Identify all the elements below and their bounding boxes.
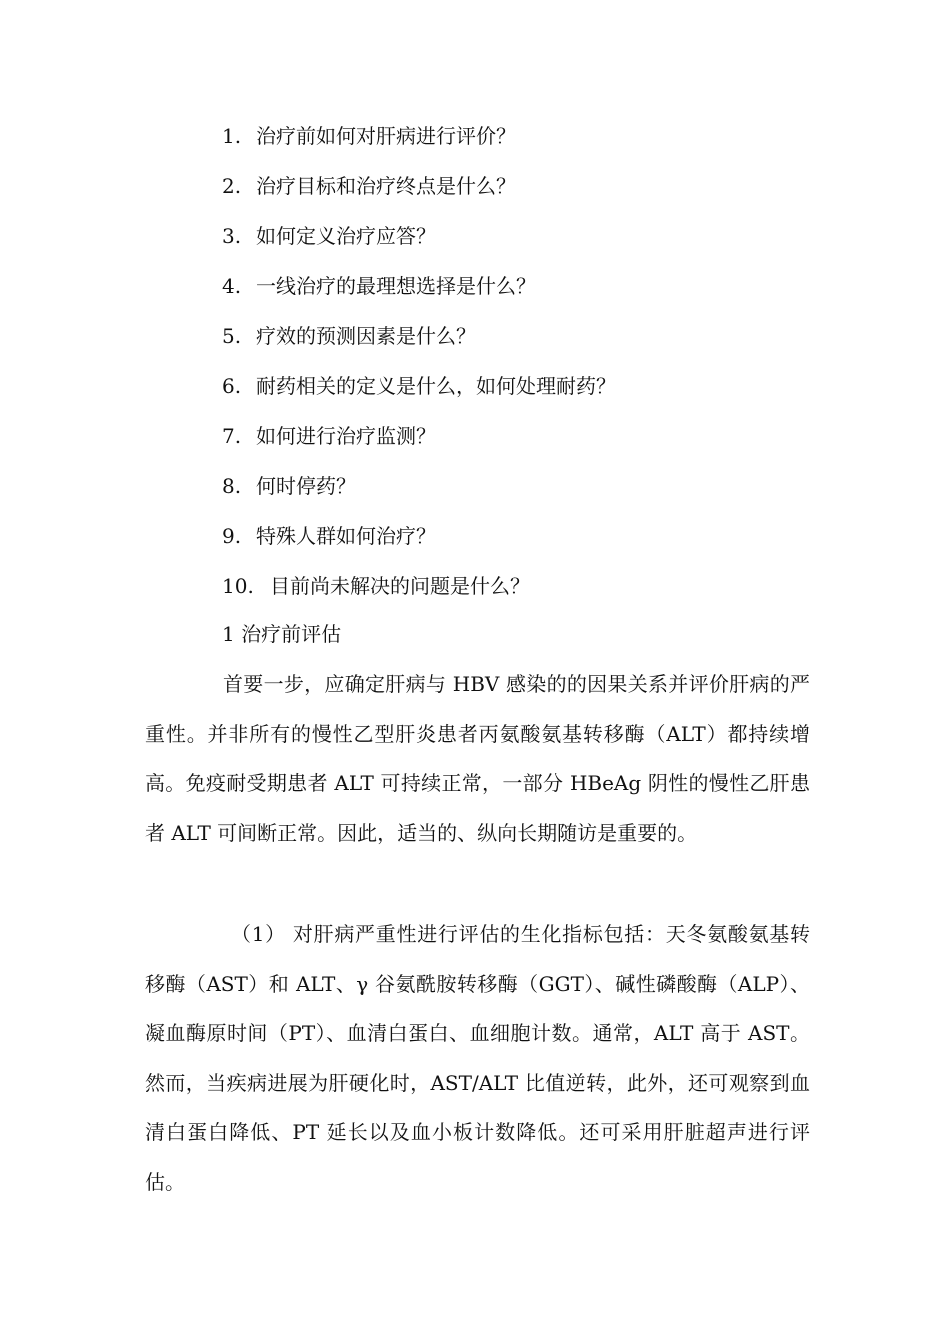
question-number: 10. <box>222 574 254 598</box>
question-item <box>222 368 822 418</box>
question-text: 治疗前如何对肝病进行评价？ <box>256 124 516 148</box>
question-text: 一线治疗的最理想选择是什么？ <box>256 274 536 298</box>
question-number: 4. <box>222 274 242 298</box>
question-number: 8. <box>222 474 242 498</box>
question-item <box>222 168 822 218</box>
body-paragraph: 首要一步，应确定肝病与 HBV 感染的的因果关系并评价肝病的严重性。并非所有的慢性乙型肝炎患者丙氨酸氨基转移酶（ALT）都持续增高。免疫耐受期患者 ALT 可持续正常，一部分 HBeAg 阴性的慢性乙肝患者 ALT 可间断正常。因此，适当的、纵向长期随访是重要的。 <box>145 672 810 845</box>
question-item <box>222 268 822 318</box>
question-item <box>222 468 822 518</box>
question-number: 2. <box>222 174 242 198</box>
question-item <box>222 218 822 268</box>
question-item <box>222 318 822 368</box>
question-item <box>222 418 822 468</box>
question-item <box>222 118 822 168</box>
question-number: 9. <box>222 524 242 548</box>
question-text: 特殊人群如何治疗？ <box>256 524 436 548</box>
question-number: 5. <box>222 324 242 348</box>
question-number: 7. <box>222 424 242 448</box>
body-paragraph: （1） 对肝病严重性进行评估的生化指标包括：天冬氨酸氨基转移酶（AST）和 ALT、γ 谷氨酰胺转移酶（GGT）、碱性磷酸酶（ALP）、凝血酶原时间（PT）、血清白蛋白、血细胞计数。通常，ALT 高于 AST。然而，当疾病进展为肝硬化时，AST/ALT 比值逆转，此外，还可观察到血清白蛋白降低、PT 延长以及血小板计数降低。还可采用肝脏超声进行评估。 <box>145 922 810 1194</box>
question-number: 3. <box>222 224 242 248</box>
question-text: 治疗目标和治疗终点是什么？ <box>256 174 516 198</box>
question-number: 1. <box>222 124 242 148</box>
question-item <box>222 518 822 568</box>
question-text: 耐药相关的定义是什么，如何处理耐药？ <box>256 374 616 398</box>
question-text: 何时停药？ <box>256 474 356 498</box>
question-text: 如何定义治疗应答？ <box>256 224 436 248</box>
question-list <box>222 118 822 618</box>
question-number: 6. <box>222 374 242 398</box>
question-item <box>222 568 822 618</box>
question-text: 目前尚未解决的问题是什么？ <box>270 574 530 598</box>
question-text: 如何进行治疗监测？ <box>256 424 436 448</box>
question-text: 疗效的预测因素是什么？ <box>256 324 476 348</box>
section-heading: 1 治疗前评估 <box>222 622 342 646</box>
